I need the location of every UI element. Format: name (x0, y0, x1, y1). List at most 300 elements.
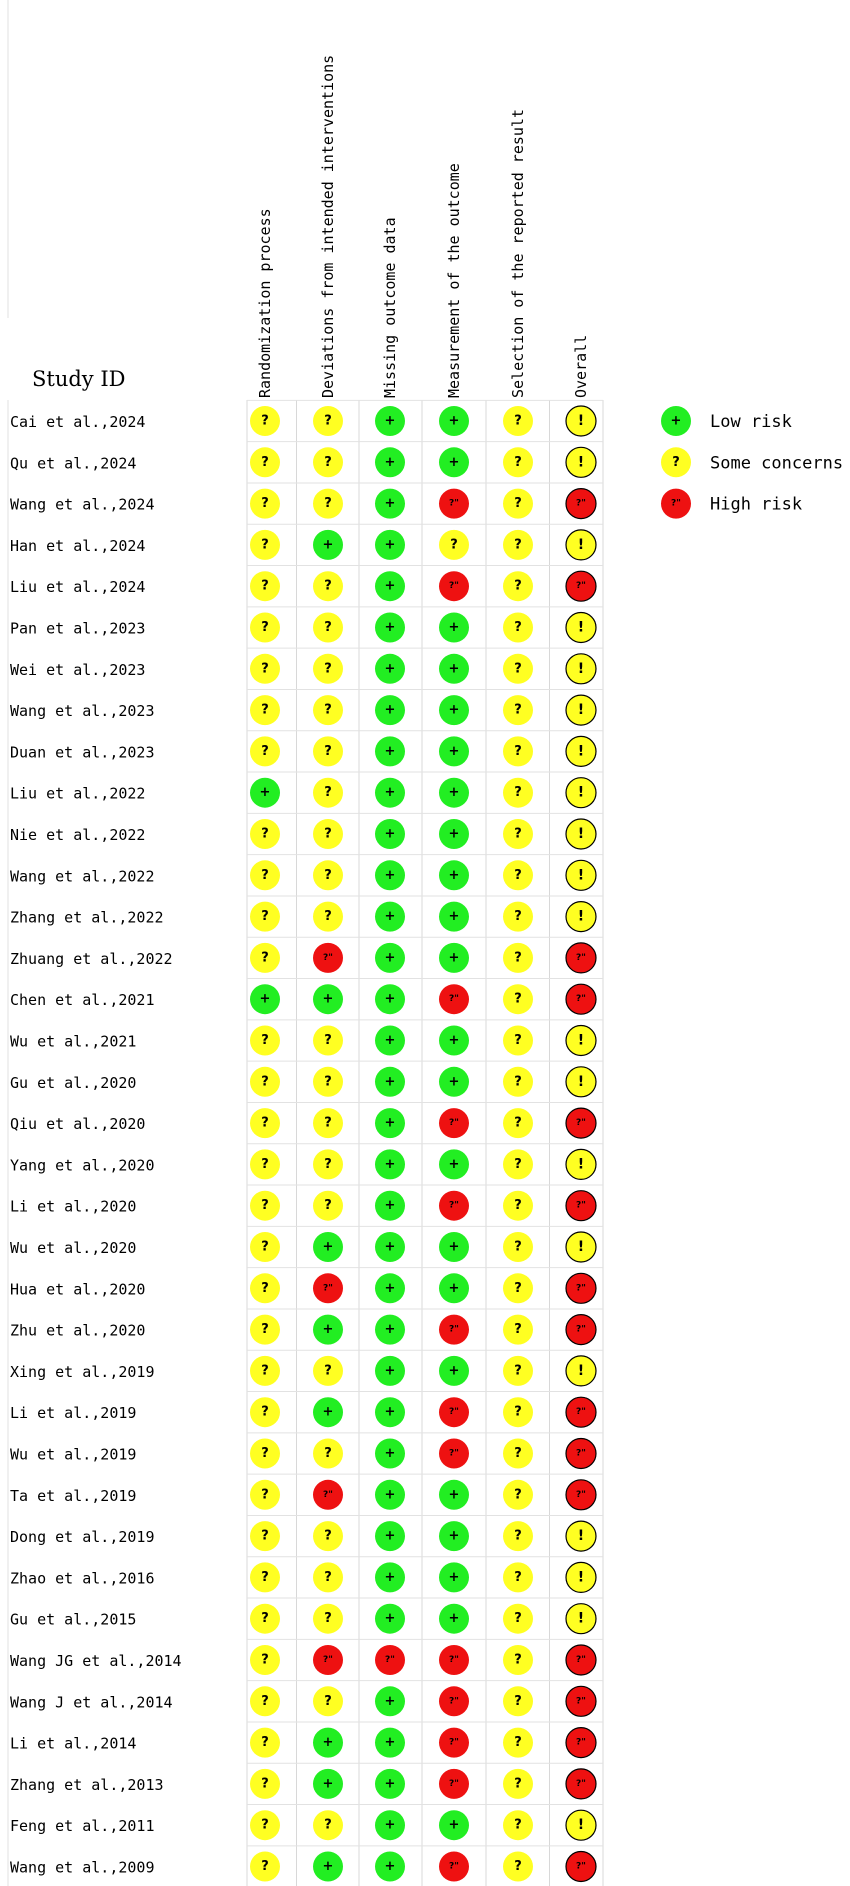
study-label: Qiu et al.,2020 (10, 1115, 146, 1134)
rating-symbol: + (384, 1611, 396, 1627)
legend (661, 406, 843, 519)
rating-symbol: ? (514, 496, 522, 512)
rating-symbol: + (448, 1074, 460, 1090)
domain-header: Measurement of the outcome (445, 163, 463, 398)
rating-symbol: ? (324, 702, 332, 718)
rating-symbol: + (448, 1487, 460, 1503)
rating-symbol: ? (324, 1074, 332, 1090)
rating-symbol: ! (577, 826, 585, 842)
rating-symbol: ? (514, 620, 522, 635)
table-row (10, 1604, 596, 1634)
rating-symbol: + (384, 826, 396, 842)
rating-symbol: + (384, 537, 396, 553)
table-row (10, 902, 596, 932)
study-label: Cai et al.,2024 (10, 413, 146, 431)
rating-symbol: ? (324, 1817, 332, 1833)
rating-symbol: ? (514, 1074, 522, 1090)
rating-symbol: ? (261, 1446, 269, 1461)
rating-symbol: + (448, 1528, 460, 1544)
study-label: Dong et al.,2019 (10, 1528, 155, 1547)
table-row (10, 943, 596, 973)
rating-symbol: + (384, 1817, 396, 1833)
rating-symbol: ?" (449, 1448, 459, 1459)
rating-symbol: ? (514, 1115, 522, 1131)
rating-symbol: + (384, 1239, 396, 1255)
rating-symbol: + (384, 1528, 396, 1544)
rating-symbol: + (384, 620, 396, 635)
rating-symbol: + (448, 1280, 460, 1296)
rating-symbol: ? (261, 1776, 269, 1792)
rating-symbol: ! (577, 660, 585, 677)
rating-symbol: ? (514, 826, 522, 842)
rating-symbol: ?" (323, 1283, 333, 1294)
rating-symbol: ? (514, 743, 522, 759)
rating-symbol: ! (577, 702, 585, 719)
table-row (10, 1273, 596, 1303)
study-label: Qu et al.,2024 (10, 454, 137, 473)
study-label: Yang et al.,2020 (10, 1156, 155, 1175)
rating-symbol: + (384, 1074, 396, 1090)
rating-symbol: ? (261, 1156, 269, 1172)
study-label: Zhang et al.,2022 (10, 908, 164, 927)
rating-symbol: + (448, 867, 460, 883)
rating-symbol: ? (261, 1528, 269, 1544)
rating-symbol: ? (514, 1817, 522, 1833)
rating-symbol: ? (514, 1280, 522, 1296)
rating-symbol: ? (514, 1156, 522, 1172)
rating-symbol: ?" (449, 1324, 459, 1335)
rating-symbol: ? (261, 1487, 269, 1503)
table-row (10, 654, 596, 684)
domain-header: Missing outcome data (381, 217, 399, 398)
rating-symbol: + (384, 578, 396, 594)
table-row (10, 695, 596, 725)
rating-symbol: ? (514, 1735, 522, 1751)
study-label: Feng et al.,2011 (10, 1817, 155, 1836)
table-row (10, 447, 596, 477)
study-label: Zhu et al.,2020 (10, 1321, 146, 1340)
rating-symbol: + (259, 991, 271, 1007)
rating-symbol: ? (261, 1033, 269, 1048)
table-row (10, 613, 596, 643)
table-row (10, 1108, 596, 1138)
rating-symbol: ?" (449, 1118, 459, 1129)
rating-symbol: + (384, 1322, 396, 1338)
rating-symbol: ? (324, 1693, 332, 1709)
rating-symbol: ! (577, 1817, 585, 1834)
rating-symbol: ? (514, 1569, 522, 1585)
rating-symbol: ? (261, 1652, 269, 1668)
study-label: Gu et al.,2020 (10, 1073, 137, 1092)
rating-symbol: ? (261, 496, 269, 512)
rating-symbol: ? (514, 702, 522, 718)
rating-symbol: ? (261, 1693, 269, 1709)
rating-symbol: ! (577, 1239, 585, 1255)
rating-symbol: ?" (576, 1696, 586, 1707)
rating-symbol: ? (514, 454, 522, 470)
rating-symbol: ?" (449, 1737, 459, 1748)
rating-symbol: + (259, 785, 271, 801)
rating-symbol: ? (324, 826, 332, 842)
table-row (10, 1769, 596, 1799)
rating-symbol: ?" (576, 994, 586, 1005)
rating-symbol: + (448, 1033, 460, 1048)
rating-symbol: + (448, 454, 460, 470)
rating-symbol: ?" (576, 1283, 586, 1294)
rating-symbol: + (384, 1735, 396, 1751)
rating-symbol: ? (261, 1074, 269, 1090)
study-label: Xing et al.,2019 (10, 1362, 155, 1381)
rating-symbol: ? (261, 1859, 269, 1874)
rating-symbol: ? (324, 743, 332, 759)
rating-symbol: ? (514, 1487, 522, 1503)
rating-symbol: ? (324, 1198, 332, 1214)
rating-symbol: ? (261, 1611, 269, 1627)
domain-headers (256, 55, 590, 398)
study-label: Li et al.,2020 (10, 1197, 137, 1216)
rating-symbol: ?" (576, 1778, 586, 1789)
study-label: Li et al.,2014 (10, 1734, 137, 1753)
rating-symbol: ?" (576, 1655, 586, 1665)
domain-header: Randomization process (256, 208, 274, 398)
rating-symbol: ? (261, 1817, 269, 1833)
rating-symbol: ? (324, 1033, 332, 1048)
rating-symbol: + (384, 1859, 396, 1874)
rating-symbol: ?" (576, 1861, 586, 1872)
rating-symbol: ? (514, 578, 522, 594)
study-label: Wu et al.,2021 (10, 1032, 137, 1051)
rating-symbol: + (448, 1156, 460, 1172)
rating-symbol: ? (450, 537, 458, 553)
rating-symbol: ? (261, 950, 269, 966)
rating-symbol: + (384, 743, 396, 759)
rating-symbol: + (384, 1776, 396, 1792)
table-row (10, 1026, 596, 1056)
table-row (10, 1149, 596, 1179)
study-label: Pan et al.,2023 (10, 619, 146, 638)
rating-symbol: ! (577, 1156, 585, 1173)
rating-symbol: + (322, 1322, 334, 1338)
rating-symbol: ! (577, 1528, 585, 1545)
rating-symbol: ? (514, 1446, 522, 1461)
rating-symbol: ? (514, 1322, 522, 1338)
table-row (10, 819, 596, 849)
rating-symbol: ! (577, 784, 585, 801)
study-label: Gu et al.,2015 (10, 1610, 137, 1629)
study-id-header: Study ID (32, 367, 126, 391)
legend-item (661, 406, 792, 436)
study-label: Liu et al.,2024 (10, 578, 146, 597)
rating-symbol: + (384, 1198, 396, 1214)
rating-symbol: + (448, 826, 460, 842)
study-label: Duan et al.,2023 (10, 743, 155, 762)
table-row (10, 984, 596, 1014)
study-label: Wang JG et al.,2014 (10, 1652, 182, 1670)
rating-symbol: ? (261, 1569, 269, 1585)
rating-symbol: ?" (576, 498, 586, 509)
rating-symbol: ? (324, 661, 332, 677)
rating-symbol: ?" (449, 498, 459, 509)
rating-symbol: ? (514, 413, 522, 429)
rating-symbol: + (448, 1239, 460, 1255)
table-row (10, 1645, 596, 1675)
rating-symbol: ? (261, 1198, 269, 1214)
rating-symbol: ! (577, 619, 585, 636)
rating-symbol: + (384, 1446, 396, 1461)
study-label: Li et al.,2019 (10, 1404, 137, 1423)
rating-symbol: + (322, 991, 334, 1007)
rating-symbol: + (448, 1569, 460, 1585)
domain-header: Selection of the reported result (509, 109, 527, 398)
rating-symbol: ?" (449, 1696, 459, 1707)
domain-header: Overall (572, 334, 590, 398)
rating-symbol: ?" (323, 1655, 333, 1665)
legend-item (661, 447, 843, 477)
study-label: Wu et al.,2019 (10, 1445, 137, 1464)
rating-symbol: + (384, 1280, 396, 1296)
rating-symbol: + (322, 1735, 334, 1751)
rating-symbol: + (384, 1363, 396, 1379)
rating-symbol: + (384, 413, 396, 429)
rating-symbol: ? (514, 537, 522, 553)
legend-symbol: + (670, 413, 682, 429)
table-row (10, 1315, 596, 1345)
table-row (10, 1439, 596, 1469)
rating-symbol: ? (261, 1280, 269, 1296)
table-row (10, 406, 596, 436)
legend-symbol: ?" (671, 498, 681, 509)
rating-symbol: ? (261, 1404, 269, 1420)
rating-symbol: ? (514, 1693, 522, 1709)
rating-symbol: ! (577, 1073, 585, 1090)
rating-symbol: ? (261, 702, 269, 718)
rating-symbol: ? (261, 454, 269, 470)
legend-item (661, 489, 802, 519)
rating-symbol: + (384, 867, 396, 883)
rating-symbol: ?" (449, 1861, 459, 1872)
rating-symbol: ! (577, 743, 585, 760)
rating-symbol: + (384, 909, 396, 925)
rating-symbol: + (384, 661, 396, 677)
rating-symbol: + (448, 620, 460, 635)
rating-symbol: ? (514, 1859, 522, 1874)
study-label: Hua et al.,2020 (10, 1280, 146, 1299)
rating-symbol: ?" (449, 1200, 459, 1211)
table-row (10, 1810, 596, 1840)
rating-symbol: ? (514, 909, 522, 925)
rating-symbol: + (448, 413, 460, 429)
study-label: Zhao et al.,2016 (10, 1569, 155, 1588)
rating-symbol: ?" (449, 1655, 459, 1665)
rating-symbol: ? (514, 785, 522, 801)
rating-symbol: ? (261, 1735, 269, 1751)
table-row (10, 736, 596, 766)
rating-symbol: ? (324, 413, 332, 429)
legend-label: Low risk (710, 412, 792, 432)
rating-symbol: ! (577, 413, 585, 429)
rating-symbol: ? (324, 1446, 332, 1461)
study-label: Zhuang et al.,2022 (10, 949, 173, 968)
study-label: Chen et al.,2021 (10, 991, 155, 1010)
rating-symbol: + (448, 1817, 460, 1833)
rating-symbol: + (322, 537, 334, 553)
rating-symbol: ? (514, 1198, 522, 1214)
rating-symbol: + (448, 1611, 460, 1627)
rating-symbol: ! (577, 454, 585, 471)
rating-symbol: + (384, 991, 396, 1007)
table-row (10, 1356, 596, 1386)
rating-symbol: ?" (576, 1407, 586, 1418)
study-label: Nie et al.,2022 (10, 826, 146, 844)
table-row (10, 1067, 596, 1097)
rating-symbol: ! (577, 1362, 585, 1379)
rating-symbol: ? (324, 1569, 332, 1585)
rating-symbol: ?" (576, 1737, 586, 1748)
rating-symbol: ? (261, 1363, 269, 1379)
rating-symbol: ? (261, 578, 269, 594)
rating-symbol: ? (324, 454, 332, 470)
rating-symbol: ?" (576, 1118, 586, 1129)
study-label: Liu et al.,2022 (10, 784, 146, 803)
legend-label: High risk (710, 494, 803, 515)
study-label: Wang et al.,2009 (10, 1858, 155, 1877)
rating-symbol: ?" (576, 952, 586, 963)
rating-symbol: ! (577, 536, 585, 553)
rating-symbol: ? (261, 1239, 269, 1255)
rating-symbol: + (322, 1859, 334, 1874)
rating-symbol: ? (514, 991, 522, 1007)
rating-symbol: ! (577, 1032, 585, 1049)
rating-symbol: ? (261, 661, 269, 677)
study-label: Wang J et al.,2014 (10, 1693, 173, 1712)
rating-symbol: ? (261, 909, 269, 925)
table-row (10, 1686, 596, 1716)
rating-symbol: ?" (576, 1448, 586, 1459)
rating-symbol: + (448, 909, 460, 925)
rating-symbol: ? (261, 743, 269, 759)
table-row (10, 1232, 596, 1262)
table-row (10, 530, 596, 560)
rating-symbol: ?" (449, 1778, 459, 1789)
study-label: Wang et al.,2024 (10, 495, 155, 514)
rating-symbol: ?" (576, 1200, 586, 1211)
rating-symbol: + (448, 1363, 460, 1379)
rating-symbol: + (384, 1569, 396, 1585)
table-row (10, 1397, 596, 1427)
rating-symbol: ?" (576, 581, 586, 592)
study-label: Han et al.,2024 (10, 536, 146, 555)
table-row (10, 1852, 596, 1882)
rating-symbol: ? (324, 1528, 332, 1544)
rating-symbol: ? (514, 1776, 522, 1792)
rating-symbol: ? (514, 1652, 522, 1668)
rating-symbol: + (384, 702, 396, 718)
rating-symbol: ?" (323, 1489, 333, 1500)
rating-symbol: + (384, 950, 396, 966)
rating-symbol: + (448, 661, 460, 677)
rating-symbol: + (384, 1156, 396, 1172)
rating-symbol: ? (324, 620, 332, 635)
rating-symbol: + (322, 1404, 334, 1420)
rating-symbol: + (448, 743, 460, 759)
rating-symbol: ? (261, 537, 269, 553)
rating-symbol: ? (261, 867, 269, 883)
table-row (10, 1480, 596, 1510)
rating-symbol: ? (261, 1322, 269, 1338)
study-label: Wang et al.,2023 (10, 702, 155, 721)
study-label: Wu et al.,2020 (10, 1239, 137, 1257)
rating-symbol: ?" (449, 1407, 459, 1418)
legend-symbol: ? (672, 454, 680, 470)
table-row (10, 1191, 596, 1221)
table-row (10, 778, 596, 808)
table-row (10, 571, 596, 601)
rating-symbol: ! (577, 1569, 585, 1586)
rating-symbol: ? (324, 496, 332, 512)
study-label: Wang et al.,2022 (10, 867, 155, 886)
rating-symbol: ? (324, 1115, 332, 1131)
rating-symbol: ? (514, 950, 522, 966)
study-label: Ta et al.,2019 (10, 1486, 137, 1505)
rating-symbol: ? (324, 867, 332, 883)
rating-symbol: ? (324, 1363, 332, 1379)
rating-symbol: ? (261, 1115, 269, 1131)
rating-symbol: + (384, 1693, 396, 1709)
rating-symbol: + (384, 1487, 396, 1503)
rating-symbol: + (448, 950, 460, 966)
rating-symbol: ? (324, 578, 332, 594)
table-row (10, 1521, 596, 1551)
rating-symbol: ! (577, 908, 585, 925)
rating-symbol: + (384, 1033, 396, 1048)
rating-symbol: ? (261, 413, 269, 429)
rating-symbol: ?" (449, 994, 459, 1005)
rating-symbol: + (384, 1404, 396, 1420)
table-row (10, 489, 596, 519)
rating-symbol: + (384, 496, 396, 512)
rating-symbol: ? (514, 1363, 522, 1379)
table-row (10, 1728, 596, 1758)
rating-symbol: ? (514, 1611, 522, 1627)
rating-symbol: + (384, 454, 396, 470)
rating-symbol: + (322, 1239, 334, 1255)
rating-symbol: ! (577, 867, 585, 884)
rating-symbol: ! (577, 1610, 585, 1627)
rating-symbol: ?" (576, 1489, 586, 1500)
rating-symbol: ? (261, 826, 269, 842)
rating-symbol: ? (514, 867, 522, 883)
rating-symbol: + (322, 1776, 334, 1792)
rating-symbol: ? (261, 620, 269, 635)
study-label: Zhang et al.,2013 (10, 1775, 164, 1794)
rating-symbol: + (448, 702, 460, 718)
rating-symbol: ? (514, 1239, 522, 1255)
table-row (10, 1562, 596, 1592)
rating-symbol: ? (324, 1156, 332, 1172)
rating-symbol: ?" (449, 581, 459, 592)
rating-symbol: ?" (385, 1655, 395, 1665)
legend-label: Some concerns (710, 453, 844, 474)
rating-symbol: ?" (323, 952, 333, 963)
rating-symbol: ?" (576, 1324, 586, 1335)
study-label: Wei et al.,2023 (10, 660, 146, 679)
rating-symbol: + (384, 785, 396, 801)
domain-header: Deviations from intended interventions (319, 54, 337, 398)
rating-symbol: ? (514, 1528, 522, 1544)
rating-symbol: + (448, 785, 460, 801)
rating-symbol: ? (324, 1611, 332, 1627)
rating-symbol: + (384, 1115, 396, 1131)
